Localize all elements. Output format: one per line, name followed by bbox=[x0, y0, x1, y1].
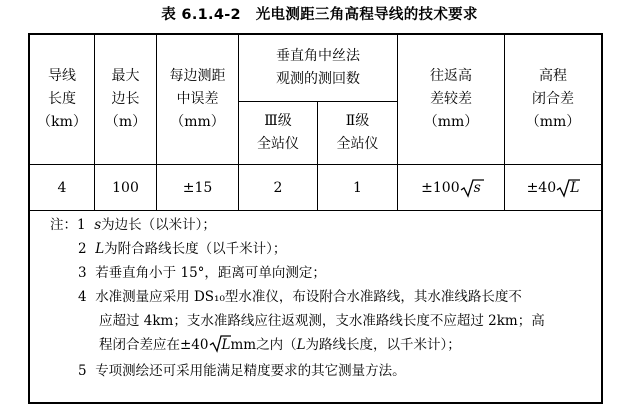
header-closure: 高程 闭合差 （mm） bbox=[525, 68, 581, 130]
note-3: 3 若垂直角小于 15°，距离可单向测定； bbox=[78, 265, 326, 281]
note-1: 注：1 s为边长（以米计）； bbox=[50, 217, 216, 233]
value-class2: 1 bbox=[353, 179, 362, 196]
grid-line bbox=[30, 210, 601, 211]
value-max-side: 100 bbox=[112, 179, 139, 196]
value-range-error: ±15 bbox=[182, 179, 213, 196]
header-range-error: 每边测距 中误差 （mm） bbox=[169, 68, 226, 130]
sqrt-icon bbox=[460, 178, 484, 198]
note-4-line-3: 程闭合差应在±40 Lmm之内（L为路线长度，以千米计）； bbox=[99, 334, 461, 358]
value-height-diff: ±100 s bbox=[398, 165, 504, 210]
note-4-line-2: 应超过 4km；支水准路线应往返观测，支水准路线长度不应超过 2km；高 bbox=[99, 313, 545, 329]
header-height-diff: 往返高 差较差 （mm） bbox=[423, 68, 479, 130]
header-max-side: 最大 边长 （m） bbox=[104, 68, 147, 130]
sqrt-icon bbox=[209, 334, 231, 358]
table-title: 表 6.1.4-2 光电测距三角高程导线的技术要求 bbox=[161, 7, 478, 23]
header-class2: Ⅱ级 全站仪 bbox=[336, 113, 379, 152]
note-5: 5 专项测绘还可采用能满足精度要求的其它测量方法。 bbox=[78, 363, 406, 379]
value-length: 4 bbox=[57, 179, 67, 196]
spec-table bbox=[28, 33, 603, 404]
note-4: 4 水准测量应采用 DS₁₀型水准仪，布设附合水准路线，其水准线路长度不 bbox=[78, 289, 522, 305]
header-class3: Ⅲ级 全站仪 bbox=[257, 113, 299, 152]
value-class3: 2 bbox=[273, 179, 283, 196]
header-vertical-angle: 垂直角中丝法 观测的测回数 bbox=[276, 48, 360, 87]
sqrt-icon bbox=[556, 178, 580, 198]
value-closure: ±40 L bbox=[526, 179, 580, 196]
header-length: 导线 长度 （km） bbox=[37, 68, 87, 130]
note-2: 2 L为附合路线长度（以千米计）； bbox=[78, 241, 287, 257]
